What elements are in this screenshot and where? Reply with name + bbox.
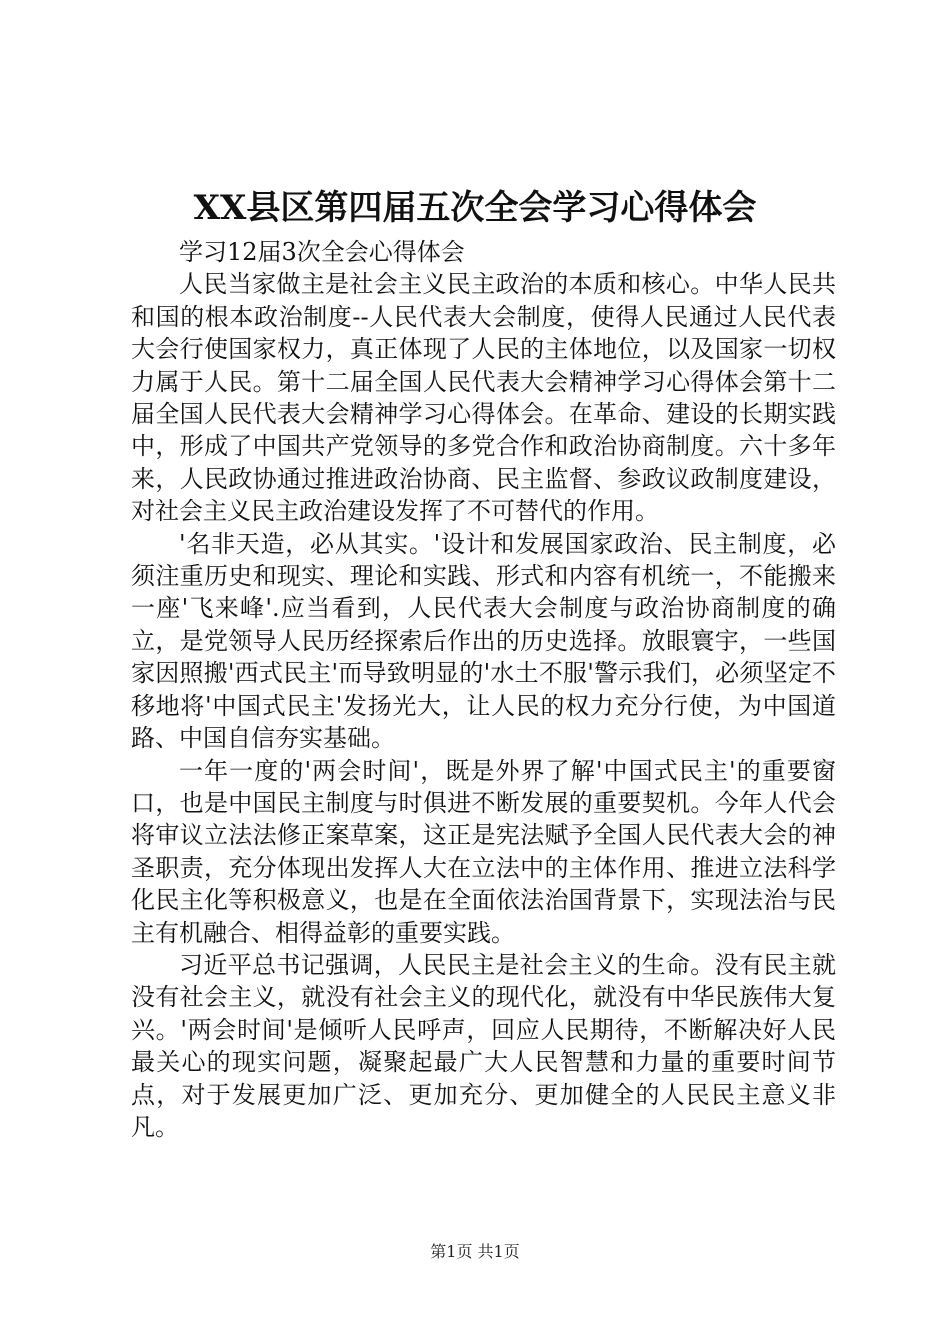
document-title: XX县区第四届五次全会学习心得体会 [193,188,757,228]
document-subtitle: 学习12届3次全会心得体会 [179,238,465,266]
body-paragraph-2: '名非天造，必从其实。'设计和发展国家政治、民主制度，必须注重历史和现实、理论和实践、形式和内容有机统一，不能搬来一座'飞来峰'.应当看到，人民代表大会制度与政治协商制度的确立，是党领导人民历经探索后作出的历史选择。放眼寰宇，一些国家因照搬'西式民主'而导致明显的'水土不服'警示我们，必须坚定不移地将'中国式民主'发扬光大，让人民的权力充分行使，为中国道路、中国自信夯实基础。 [131,529,836,753]
document-body [131,236,836,1143]
page-footer: 第1页 共1页 [430,1242,520,1261]
body-paragraph-1: 人民当家做主是社会主义民主政治的本质和核心。中华人民共和国的根本政治制度--人民代表大会制度，使得人民通过人民代表大会行使国家权力，真正体现了人民的主体地位，以及国家一切权力属于人民。第十二届全国人民代表大会精神学习心得体会第十二届全国人民代表大会精神学习心得体会。在革命、建设的长期实践中，形成了中国共产党领导的多党合作和政治协商制度。六十多年来，人民政协通过推进政治协商、民主监督、参政议政制度建设，对社会主义民主政治建设发挥了不可替代的作用。 [131,270,836,526]
body-paragraph-4: 习近平总书记强调，人民民主是社会主义的生命。没有民主就没有社会主义，就没有社会主义的现代化，就没有中华民族伟大复兴。'两会时间'是倾听人民呼声，回应人民期待，不断解决好人民最关心的现实问题，凝聚起最广大人民智慧和力量的重要时间节点，对于发展更加广泛、更加充分、更加健全的人民民主意义非凡。 [131,950,836,1141]
body-paragraph-3: 一年一度的'两会时间'，既是外界了解'中国式民主'的重要窗口，也是中国民主制度与时俱进不断发展的重要契机。今年人代会将审议立法法修正案草案，这正是宪法赋予全国人民代表大会的神圣职责，充分体现出发挥人大在立法中的主体作用、推进立法科学化民主化等积极意义，也是在全面依法治国背景下，实现法治与民主有机融合、相得益彰的重要实践。 [131,756,836,947]
